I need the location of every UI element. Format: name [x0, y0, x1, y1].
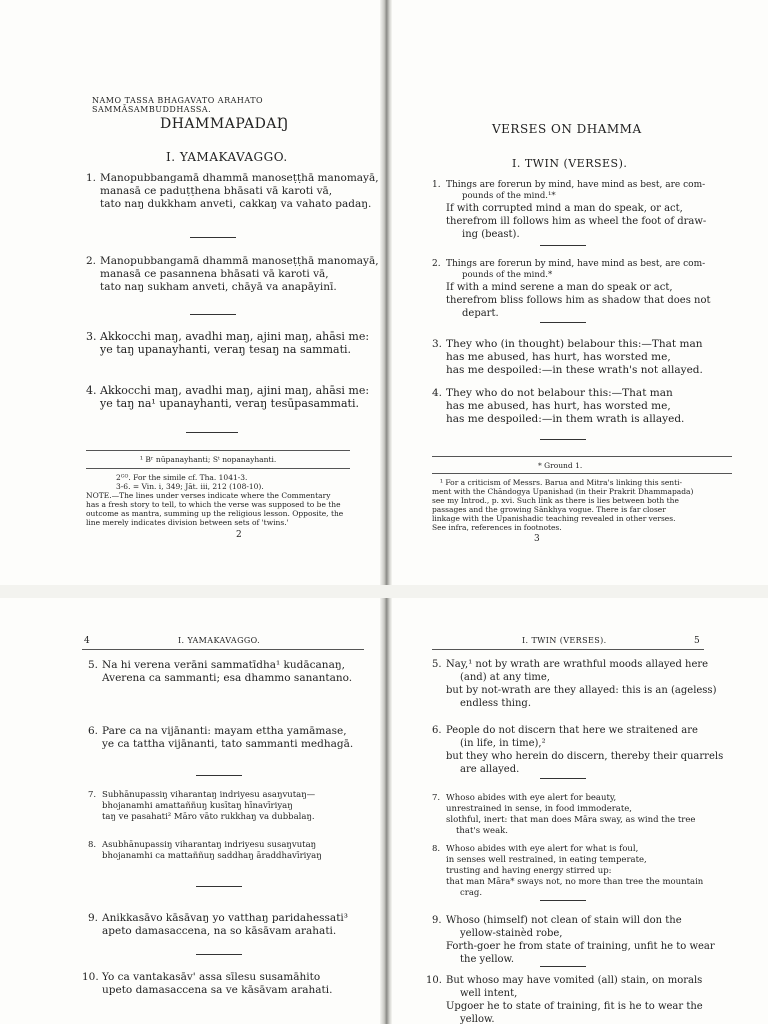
verse-divider — [196, 775, 242, 776]
verse-divider — [540, 900, 586, 901]
page-3 — [392, 0, 768, 585]
verse-3: 3. They who (in thought) belabour this:—That man has me abused, has hurt, has worsted me, has me despoiled:—in these wrath's not allayed. — [432, 338, 703, 376]
verse-10: 10. Yo ca vantakasāv' assa sīlesu susamāhito upeto damasaccena sa ve kāsāvam arahati. — [82, 971, 333, 996]
verse-divider — [540, 322, 586, 323]
verse-1: 1. Things are forerun by mind, have mind as best, are com- pounds of the mind.¹* If with corrupted mind a man do speak, or act, therefrom ill follows him as wheel the foot of draw- ing (beast). — [432, 180, 707, 240]
page-title: VERSES ON DHAMMA — [492, 122, 642, 136]
verse-7: 7. Subhānupassiŋ viharantaŋ indriyesu asaŋvutaŋ— bhojanamhi amattaññuŋ kusītaŋ hīnavīriyaŋ taŋ ve pasahati² Māro vāto rukkhaŋ va dubbalaŋ. — [88, 790, 316, 822]
verse-divider — [540, 245, 586, 246]
page-gap — [0, 585, 768, 598]
star-note: * Ground 1. — [538, 461, 583, 470]
running-head: I. YAMAKAVAGGO. — [178, 636, 261, 645]
footnote: ¹ For a criticism of Messrs. Barua and Mitra's linking this senti- ment with the Chāndogya Upanishad (in their Prakrit Dhammapada) see my Introd., p. xvi. Such link as there is lies between both the passages and the growing Sānkhya vogue. There is far closer linkage with the Upanishadic teaching revealed in other verses. See infra, references in footnotes. — [432, 478, 694, 532]
verse-3: 3. Akkocchi maŋ, avadhi maŋ, ajini maŋ, ahāsi me: ye taŋ upanayhanti, veraŋ tesaŋ na sammati. — [86, 330, 370, 356]
page-number: 4 — [84, 636, 90, 646]
verse-2: 2. Manopubbangamā dhammā manoseṭṭhā manomayā, manasā ce pasannena bhāsati vā karoti vā, tato naŋ sukham anveti, chāyā va anapāyinī. — [86, 255, 379, 293]
header-rule — [82, 649, 364, 650]
homage-header: NAMO TASSA BHAGAVATO ARAHATO SAMMĀSAMBUDDHASSA. — [92, 96, 264, 114]
verse-7: 7. Whoso abides with eye alert for beauty, unrestrained in sense, in food immoderate, slothful, inert: that man does Māra sway, as wind the tree that's weak. — [432, 793, 696, 836]
editorial-notes: 2ᴳᴼ. For the simile cf. Tha. 1041-3. 3-6. = Vin. i, 349; Jāt. iii, 212 (108-10). NOTE.—The lines under verses indicate where the Commentary has a fresh story to tell, to which the verse was supposed to be the outcome as mantra, summing up the religious lesson. Opposite, the line merely indicates division between sets of 'twins.' — [86, 473, 344, 527]
verse-divider — [540, 966, 586, 967]
page-5 — [392, 598, 768, 1024]
page-4 — [0, 598, 378, 1024]
footnote: ¹ Bʳ nūpanayhanti; Sᵗ nopanayhanti. — [140, 455, 277, 464]
verse-1: 1. Manopubbangamā dhammā manoseṭṭhā manomayā, manasā ce paduṭṭhena bhāsati vā karoti vā, tato naŋ dukkham anveti, cakkaŋ va vahato padaŋ. — [86, 172, 379, 210]
page-title: DHAMMAPADAŊ — [160, 116, 290, 132]
verse-divider — [190, 314, 236, 315]
verse-4: 4. Akkocchi maŋ, avadhi maŋ, ajini maŋ, ahāsi me: ye taŋ na¹ upanayhanti, veraŋ tesūpasammati. — [86, 384, 370, 410]
footnote-rule — [86, 450, 350, 451]
verse-divider — [540, 439, 586, 440]
footnote-rule — [86, 468, 350, 469]
page-number: 2 — [236, 530, 242, 540]
verse-divider — [540, 778, 586, 779]
page-number: 3 — [534, 534, 540, 544]
verse-6: 6. People do not discern that here we straitened are (in life, in time),² but they who herein do discern, thereby their quarrels are allayed. — [432, 725, 724, 775]
chapter-heading: I. TWIN (VERSES). — [512, 157, 628, 170]
verse-10: 10. But whoso may have vomited (all) stain, on morals well intent, Upgoer he to state of training, fit is he to wear the yellow. — [426, 975, 703, 1024]
page-number: 5 — [694, 636, 700, 646]
verse-5: 5. Na hi verena verāni sammatīdha¹ kudācanaŋ, Averena ca sammanti; esa dhammo sanantano. — [88, 659, 353, 684]
verse-6: 6. Pare ca na vijānanti: mayam ettha yamāmase, ye ca tattha vijānanti, tato sammanti medhagā. — [88, 725, 354, 750]
verse-divider — [190, 237, 236, 238]
header-rule — [432, 649, 704, 650]
verse-divider — [196, 886, 242, 887]
verse-divider — [186, 432, 238, 433]
verse-9: 9. Anikkasāvo kāsāvaŋ yo vatthaŋ paridahessati³ apeto damasaccena, na so kāsāvam arahati. — [88, 912, 348, 937]
verse-9: 9. Whoso (himself) not clean of stain will don the yellow-stainèd robe, Forth-goer he from state of training, unfit he to wear the yellow. — [432, 915, 715, 965]
verse-2: 2. Things are forerun by mind, have mind as best, are com- pounds of the mind.* If with a mind serene a man do speak or act, therefrom bliss follows him as shadow that does not depart. — [432, 259, 711, 319]
chapter-heading: I. YAMAKAVAGGO. — [166, 150, 288, 164]
footnote-rule — [432, 473, 732, 474]
verse-8: 8. Asubhānupassiŋ viharantaŋ indriyesu susaŋvutaŋ bhojanamhi ca mattaññuŋ saddhaŋ āraddhavīriyaŋ — [88, 840, 322, 861]
running-head: I. TWIN (VERSES). — [522, 636, 607, 645]
page-2 — [0, 0, 382, 585]
verse-5: 5. Nay,¹ not by wrath are wrathful moods allayed here (and) at any time, but by not-wrath are they allayed: this is an (ageless) endless thing. — [432, 659, 717, 709]
footnote-rule — [432, 456, 732, 457]
verse-8: 8. Whoso abides with eye alert for what is foul, in senses well restrained, in eating temperate, trusting and having energy stirred up: that man Māra* sways not, no more than tree the mountain crag. — [432, 844, 704, 898]
verse-4: 4. They who do not belabour this:—That man has me abused, has hurt, has worsted me, has me despoiled:—in them wrath is allayed. — [432, 387, 685, 425]
verse-divider — [196, 954, 242, 955]
